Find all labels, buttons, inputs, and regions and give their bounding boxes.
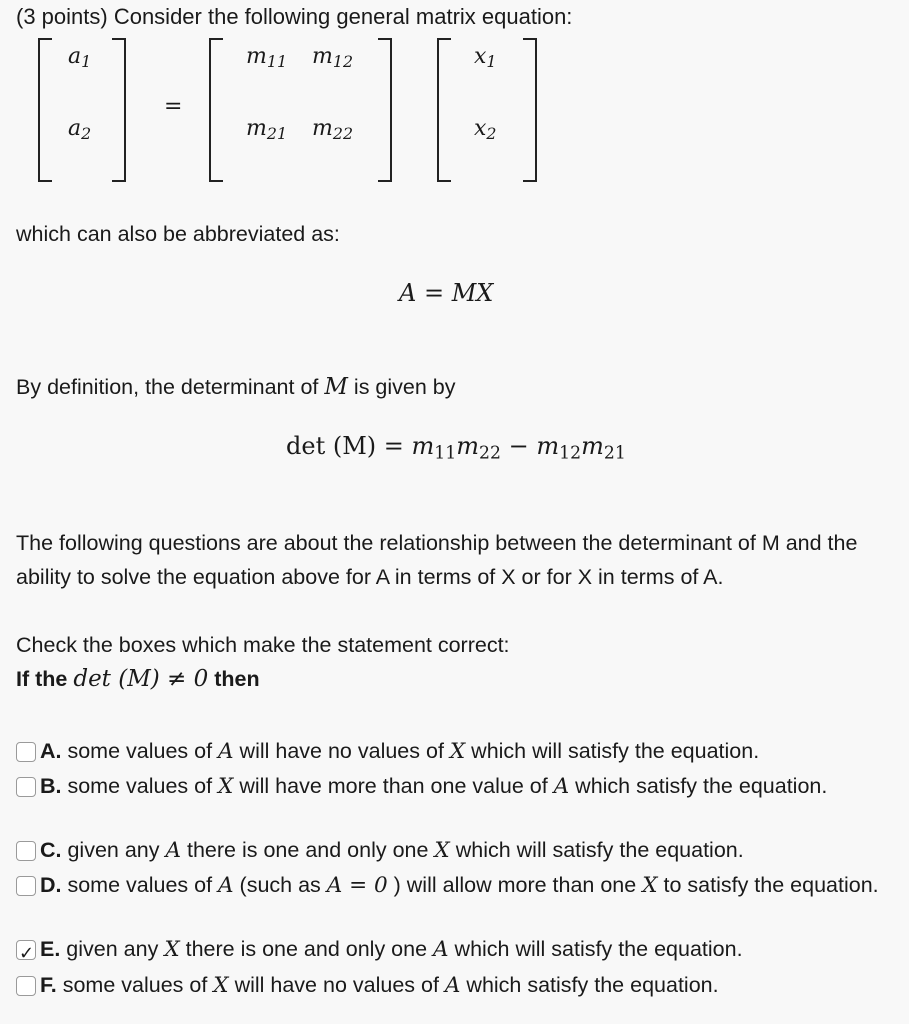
cell-x2: $x_2$: [474, 116, 497, 143]
right-bracket-a: [112, 38, 126, 182]
cell-m12: $m_{12}$: [312, 44, 354, 71]
question-header: (3 points) Consider the following general matrix equation:: [16, 4, 573, 29]
option-d[interactable]: D. some values of A (such as A = 0 ) will allow more than one X to satisfy the equation.: [16, 869, 896, 902]
checkbox-d[interactable]: [16, 876, 36, 896]
checkbox-c[interactable]: [16, 841, 36, 861]
equals-sign: =: [164, 94, 183, 119]
option-e[interactable]: ✓E. given any X there is one and only one A which will satisfy the equation.: [16, 933, 896, 966]
det-intro-post: is given by: [353, 375, 456, 399]
cell-a2: $a_2$: [68, 116, 92, 143]
left-bracket-x: [437, 38, 451, 182]
cell-a1: $a_1$: [68, 44, 92, 71]
condition-line: [16, 666, 260, 692]
cell-m22: $m_{22}$: [312, 116, 354, 143]
checkbox-b[interactable]: [16, 777, 36, 797]
det-minus: −: [501, 432, 537, 460]
determinant-intro: [16, 374, 456, 400]
condition-post: then: [214, 667, 260, 691]
option-a[interactable]: A. some values of A will have no values of X which will satisfy the equation.: [16, 735, 896, 768]
cell-x1: $x_1$: [474, 44, 497, 71]
option-b[interactable]: B. some values of X will have more than one value of A which satisfy the equation.: [16, 770, 896, 803]
right-bracket-m: [378, 38, 392, 182]
option-c[interactable]: C. given any A there is one and only one X which will satisfy the equation.: [16, 834, 896, 867]
left-bracket-a: [38, 38, 52, 182]
cell-m21: $m_{21}$: [246, 116, 288, 143]
det-intro-pre: By definition, the determinant of: [16, 375, 319, 399]
checkbox-e-checked[interactable]: [16, 940, 36, 960]
condition-pre: If the: [16, 667, 68, 691]
condition-math: det (M) ≠ 0: [73, 666, 209, 692]
abbrev-text: which can also be abbreviated as:: [16, 222, 340, 246]
left-bracket-m: [209, 38, 223, 182]
checkbox-f[interactable]: [16, 976, 36, 996]
checkbox-a[interactable]: [16, 742, 36, 762]
cell-m11: $m_{11}$: [246, 44, 288, 71]
det-lhs: det (M) =: [286, 432, 412, 460]
check-prompt: Check the boxes which make the statement correct:: [16, 633, 510, 657]
option-f[interactable]: F. some values of X will have no values of A which satisfy the equation.: [16, 969, 896, 1002]
equation-amx: A = MX: [399, 279, 494, 307]
right-bracket-x: [523, 38, 537, 182]
relationship-paragraph: The following questions are about the relationship between the determinant of M and the ability to solve the equation above for A in terms of X or for X in terms of A.: [16, 531, 858, 589]
det-intro-var: M: [324, 374, 348, 400]
determinant-formula: $\det (M) = m_{11}m_{22} - m_{12}m_{21}$: [286, 432, 626, 464]
